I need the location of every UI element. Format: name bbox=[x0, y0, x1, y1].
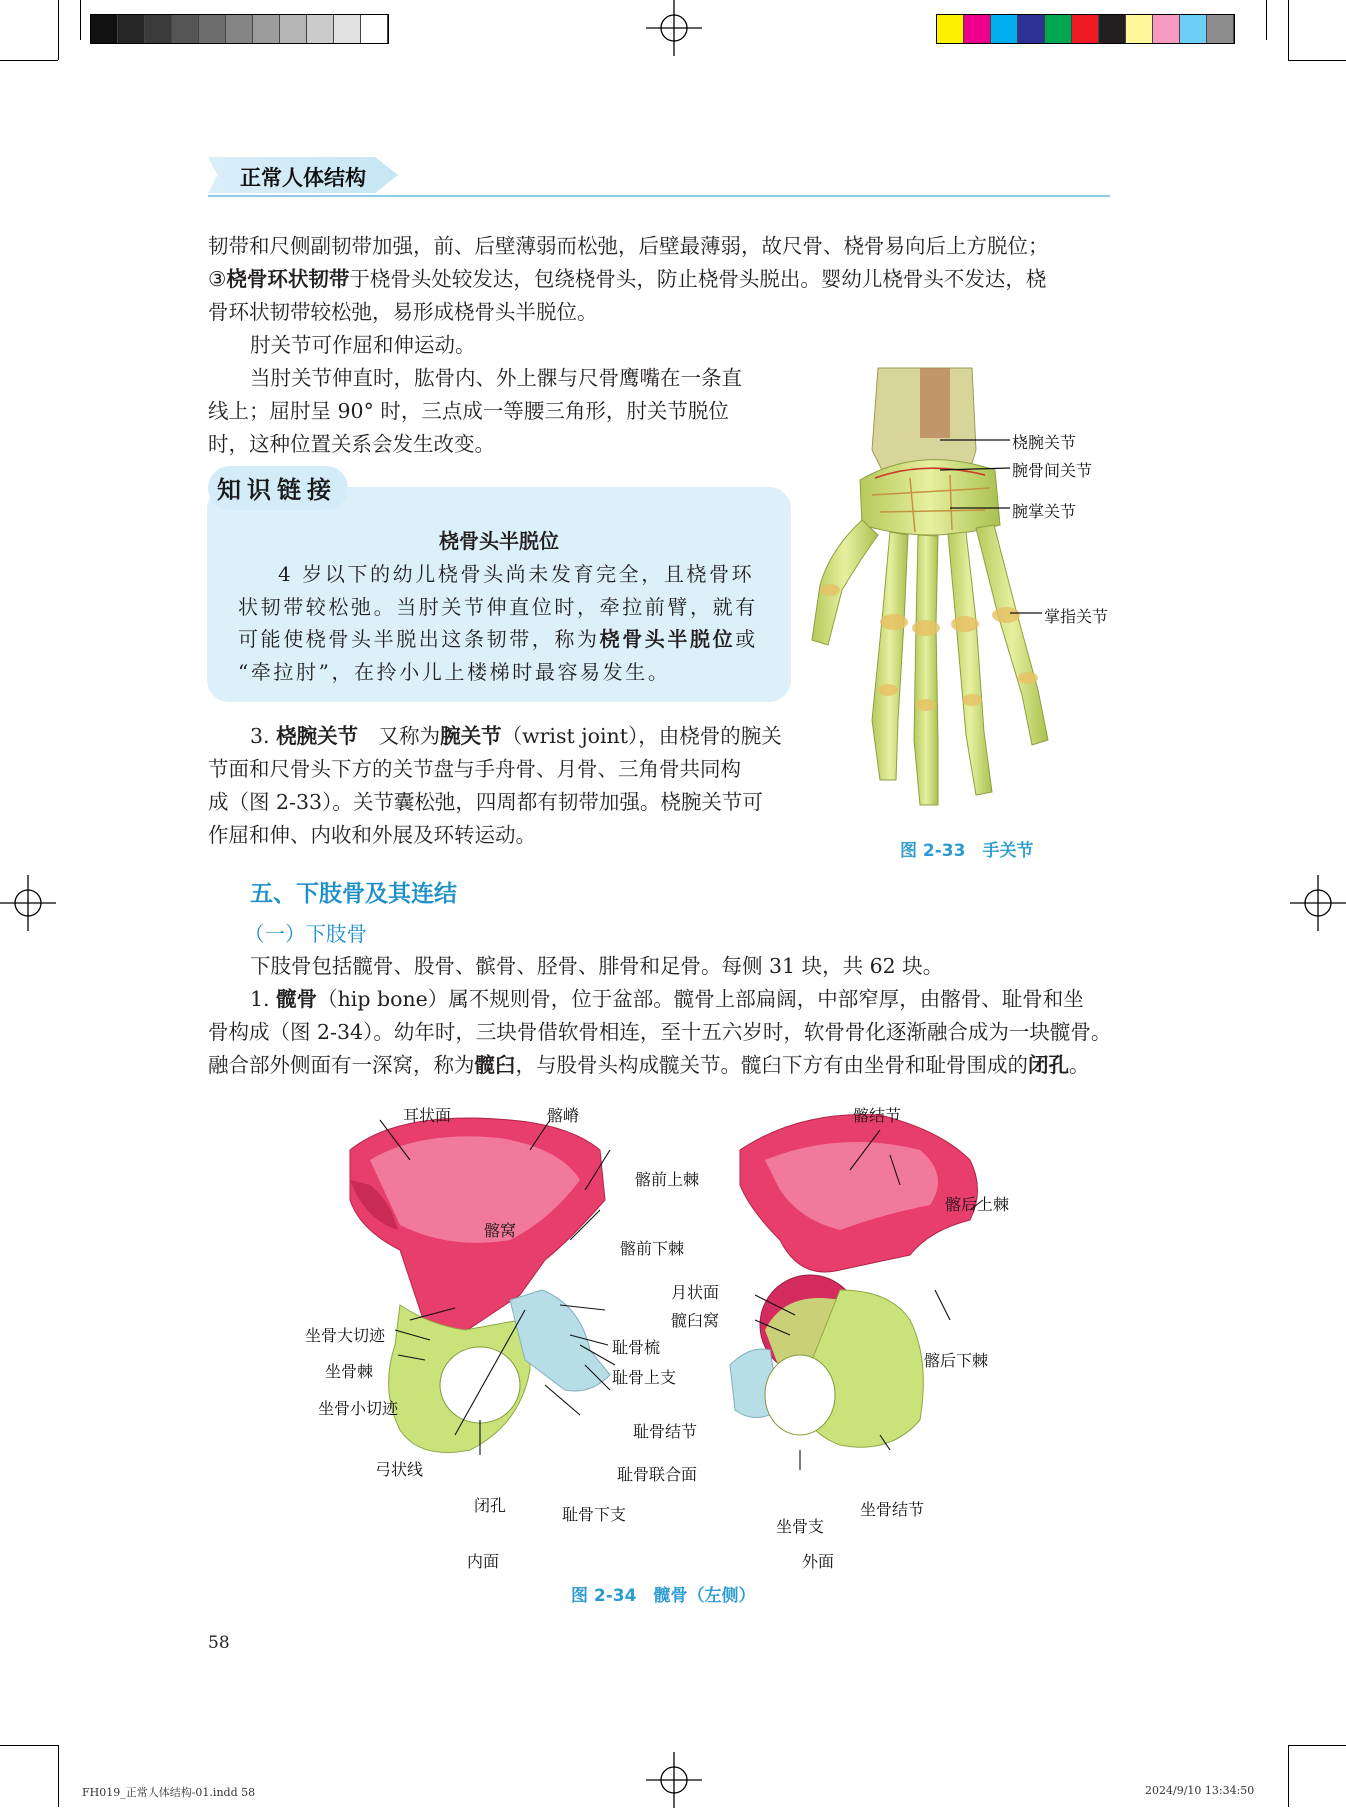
fig34-label: 耻骨下支 bbox=[562, 1505, 627, 1524]
crop-mark bbox=[1288, 1745, 1289, 1807]
section-line: 融合部外侧面有一深窝，称为髋臼，与股骨头构成髋关节。髋臼下方有由坐骨和耻骨围成的闭孔。 bbox=[208, 1053, 1090, 1077]
intro-line: ③桡骨环状韧带于桡骨头处较发达，包绕桡骨头，防止桡骨头脱出。婴幼儿桡骨头不发达，桡 bbox=[208, 267, 1047, 291]
knowledge-title: 桡骨头半脱位 bbox=[439, 529, 559, 553]
wrist-line: 作屈和伸、内收和外展及环转运动。 bbox=[208, 823, 536, 847]
fig34-label: 髂嵴 bbox=[547, 1106, 580, 1125]
section-title: 五、下肢骨及其连结 bbox=[250, 881, 457, 907]
crop-mark bbox=[58, 0, 59, 60]
wrist-text bbox=[208, 720, 798, 852]
fig34-label: 耳状面 bbox=[403, 1106, 452, 1125]
knowledge-text bbox=[238, 558, 766, 688]
fig34-label: 坐骨支 bbox=[776, 1517, 825, 1536]
fig33-label: 腕掌关节 bbox=[1012, 502, 1077, 521]
crop-mark bbox=[1288, 60, 1346, 61]
crop-mark bbox=[0, 60, 58, 61]
knowledge-line: “牵拉肘”，在拎小儿上楼梯时最容易发生。 bbox=[238, 659, 671, 684]
fig33-label: 腕骨间关节 bbox=[1012, 461, 1093, 480]
fig34-label: 耻骨结节 bbox=[633, 1422, 698, 1441]
wrist-line: 节面和尺骨头下方的关节盘与手舟骨、月骨、三角骨共同构 bbox=[208, 757, 741, 781]
fig34-label: 闭孔 bbox=[474, 1496, 507, 1515]
header-rule bbox=[208, 195, 1110, 197]
knowledge-line: 状韧带较松弛。当肘关节伸直位时，牵拉前臂，就有 bbox=[238, 594, 758, 619]
knowledge-line: 可能使桡骨头半脱出这条韧带，称为桡骨头半脱位或 bbox=[238, 627, 758, 651]
section-line: 下肢骨包括髋骨、股骨、髌骨、胫骨、腓骨和足骨。每侧 31 块，共 62 块。 bbox=[250, 954, 944, 978]
fig34-label: 坐骨大切迹 bbox=[305, 1326, 386, 1345]
fig34-label: 髂结节 bbox=[853, 1106, 902, 1125]
fig34-label: 髂前上棘 bbox=[635, 1170, 700, 1189]
registration-target-top bbox=[646, 0, 702, 56]
knowledge-badge-label: 知识链接 bbox=[217, 476, 337, 504]
color-bar bbox=[936, 14, 1235, 44]
footer-file: FH019_正常人体结构-01.indd 58 bbox=[82, 1786, 256, 1799]
fig34-label: 髂后下棘 bbox=[924, 1351, 989, 1370]
fig34-label: 坐骨棘 bbox=[325, 1362, 374, 1381]
intro-line: 骨环状韧带较松弛，易形成桡骨头半脱位。 bbox=[208, 300, 598, 324]
fig34-label: 坐骨结节 bbox=[860, 1500, 925, 1519]
fig34-outer-label: 外面 bbox=[802, 1552, 835, 1571]
fig33-caption: 图 2-33 手关节 bbox=[900, 841, 1034, 861]
section-text bbox=[208, 950, 1118, 1082]
header-title: 正常人体结构 bbox=[240, 166, 366, 190]
intro-line: 韧带和尺侧副韧带加强，前、后壁薄弱而松弛，后壁最薄弱，故尺骨、桡骨易向后上方脱位； bbox=[208, 234, 1049, 258]
section-line: 1. 髋骨（hip bone）属不规则骨，位于盆部。髋骨上部扁阔，中部窄厚，由髂骨、耻骨和坐 bbox=[250, 987, 1084, 1011]
subsection-title: （一）下肢骨 bbox=[244, 922, 367, 946]
intro-line: 肘关节可作屈和伸运动。 bbox=[250, 333, 476, 357]
fig34-label: 耻骨梳 bbox=[612, 1338, 661, 1357]
fig34-label: 耻骨上支 bbox=[612, 1368, 677, 1387]
fig33-label: 桡腕关节 bbox=[1012, 433, 1077, 452]
crop-mark bbox=[1288, 1745, 1346, 1746]
fig34-label: 弓状线 bbox=[375, 1460, 424, 1479]
crop-mark bbox=[1266, 0, 1267, 40]
knowledge-line: 4 岁以下的幼儿桡骨头尚未发育完全，且桡骨环 bbox=[278, 562, 755, 586]
fig34-caption: 图 2-34 髋骨（左侧） bbox=[571, 1586, 756, 1606]
fig33-label: 掌指关节 bbox=[1044, 607, 1109, 626]
grayscale-bar bbox=[90, 14, 389, 44]
page-number: 58 bbox=[208, 1633, 230, 1653]
registration-target-right bbox=[1290, 875, 1346, 931]
crop-mark bbox=[58, 1745, 59, 1807]
fig34-label: 髋臼窝 bbox=[671, 1311, 720, 1330]
fig34-label: 坐骨小切迹 bbox=[318, 1399, 399, 1418]
crop-mark bbox=[0, 1745, 58, 1746]
fig34-label: 髂窝 bbox=[484, 1221, 517, 1240]
wrist-line: 成（图 2-33）。关节囊松弛，四周都有韧带加强。桡腕关节可 bbox=[208, 790, 763, 814]
footer-timestamp: 2024/9/10 13:34:50 bbox=[1145, 1784, 1255, 1797]
registration-target-left bbox=[0, 875, 56, 931]
section-line: 骨构成（图 2-34）。幼年时，三块骨借软骨相连，至十五六岁时，软骨骨化逐渐融合成为一块髋骨。 bbox=[208, 1020, 1112, 1044]
intro-line: 当肘关节伸直时，肱骨内、外上髁与尺骨鹰嘴在一条直 bbox=[250, 366, 742, 390]
registration-target-bottom bbox=[646, 1752, 702, 1808]
fig34-label: 月状面 bbox=[671, 1283, 720, 1302]
fig34-inner-label: 内面 bbox=[467, 1552, 500, 1571]
intro-line: 线上；屈肘呈 90° 时，三点成一等腰三角形，肘关节脱位 bbox=[208, 399, 729, 423]
fig34-label: 髂前下棘 bbox=[620, 1239, 685, 1258]
intro-line: 时，这种位置关系会发生改变。 bbox=[208, 432, 495, 456]
wrist-line: 3. 桡腕关节 又称为腕关节（wrist joint），由桡骨的腕关 bbox=[250, 724, 782, 748]
fig34-label: 耻骨联合面 bbox=[617, 1465, 698, 1484]
fig34-label: 髂后上棘 bbox=[945, 1195, 1010, 1214]
crop-mark bbox=[80, 0, 81, 40]
crop-mark bbox=[1288, 0, 1289, 60]
